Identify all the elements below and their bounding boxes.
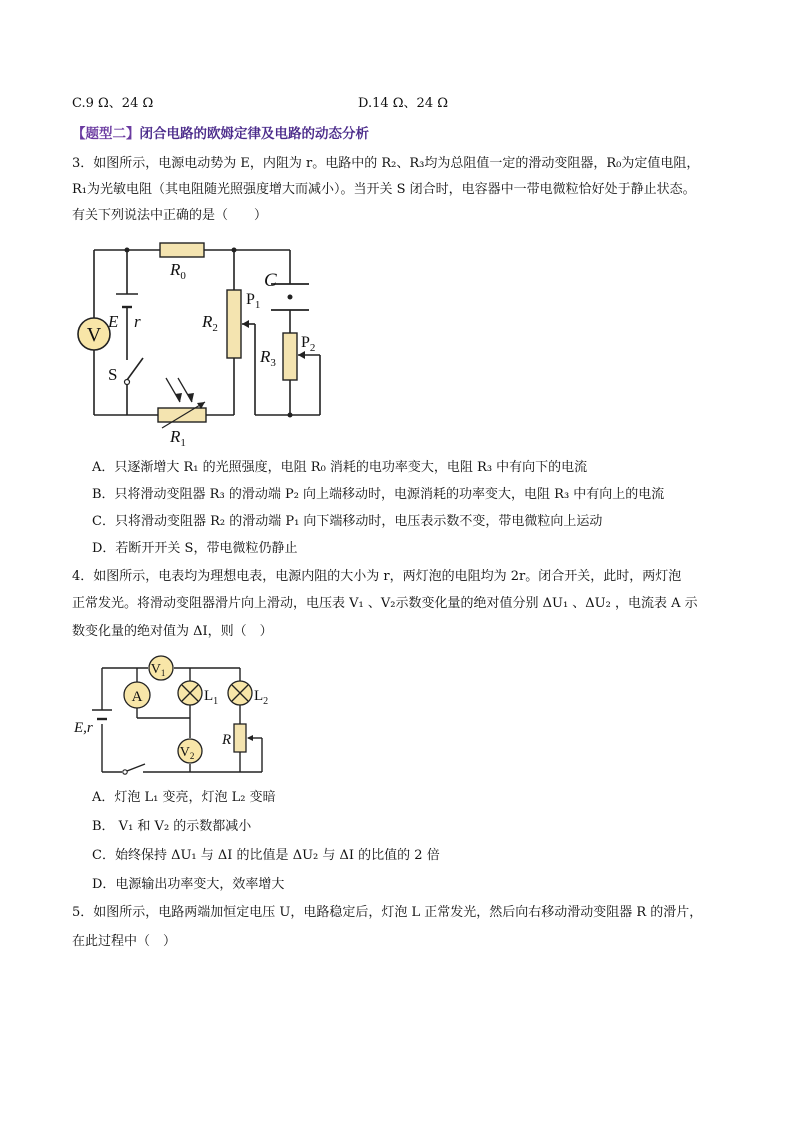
q3-stem-line2: R₁为光敏电阻（其电阻随光照强度增大而减小）。当开关 S 闭合时，电容器中一带电微粒恰好处于静止状态。 [72,182,696,197]
q3-circuit-diagram [70,238,340,448]
q3-option-a[interactable]: A．只逐渐增大 R₁ 的光照强度，电阻 R₀ 消耗的电功率变大，电阻 R₃ 中有向下的电流 [92,460,588,475]
label-switch: S [108,365,118,384]
label-l2: $L_2$ [254,688,269,707]
q4-stem-line1: 4．如图所示，电表均为理想电表，电源内阻的大小为 r，两灯泡的电阻均为 2r。闭合开关，此时，两灯泡 [72,569,682,584]
q5-stem-line2: 在此过程中（ ） [72,934,177,949]
section-tag: 【题型二】 [72,126,140,142]
label-r: R [222,732,232,748]
rheostat-r [234,724,246,752]
label-ammeter: A [131,689,143,705]
q4-stem-line3: 数变化量的绝对值为 ΔI，则（ ） [72,624,273,639]
label-l1: $L_1$ [204,688,219,707]
option-d-prev: D.14 Ω、24 Ω [358,96,448,111]
label-er: E,r [74,720,93,736]
switch-contact [125,380,130,385]
label-p1: $P_1$ [246,291,261,311]
q4-circuit-diagram [70,652,280,780]
q4-option-d[interactable]: D．电源输出功率变大，效率增大 [92,877,285,892]
q4-stem-line2: 正常发光。将滑动变阻器滑片向上滑动，电压表 V₁ 、V₂示数变化量的绝对值分别 ΔU₁ 、ΔU₂ ，电流表 A 示 [72,596,698,611]
q3-stem-line1: 3．如图所示，电源电动势为 E，内阻为 r。电路中的 R₂、R₃均为总阻值一定的滑动变阻器，R₀为定值电阻， [72,156,700,171]
label-internal-r: r [134,312,141,331]
junction-dot [232,248,237,253]
label-v1: $V_1$ [150,662,166,678]
section-title: 闭合电路的欧姆定律及电路的动态分析 [139,126,369,142]
switch-blade [127,764,145,771]
resistor-r1 [158,408,206,422]
q4-option-a[interactable]: A．灯泡 L₁ 变亮，灯泡 L₂ 变暗 [92,790,276,805]
label-emf: E [108,312,119,331]
charged-particle [288,295,293,300]
q3-option-d[interactable]: D．若断开开关 S，带电微粒仍静止 [92,541,298,556]
switch-contact [123,770,127,774]
q4-option-c[interactable]: C．始终保持 ΔU₁ 与 ΔI 的比值是 ΔU₂ 与 ΔI 的比值的 2 倍 [92,848,440,863]
q3-stem-line3: 有关下列说法中正确的是（ ） [72,208,268,223]
label-capacitor: C [264,270,277,291]
resistor-r0 [160,243,204,257]
label-v2: $V_2$ [179,745,195,761]
q5-stem-line1: 5．如图所示，电路两端加恒定电压 U，电路稳定后，灯泡 L 正常发光，然后向右移动滑动变阻器 R 的滑片， [72,905,703,920]
label-r2: $R_2$ [202,312,218,334]
label-r3: $R_3$ [260,347,276,369]
q4-option-b[interactable]: B． V₁ 和 V₂ 的示数都减小 [92,819,252,834]
label-p2: $P_2$ [301,334,316,354]
resistor-r3 [283,333,297,380]
junction-dot [125,248,130,253]
q3-option-b[interactable]: B．只将滑动变阻器 R₃ 的滑动端 P₂ 向上端移动时，电源消耗的功率变大，电阻 R₃ 中有向上的电流 [92,487,665,502]
junction-dot [288,413,293,418]
section-heading [72,122,369,142]
q3-option-c[interactable]: C．只将滑动变阻器 R₂ 的滑动端 P₁ 向下端移动时，电压表示数不变，带电微粒向上运动 [92,514,603,529]
option-c-prev: C.9 Ω、24 Ω [72,96,154,111]
voltmeter-label: V [86,324,102,346]
label-r0: $R_0$ [170,260,186,282]
label-r1: $R_1$ [170,427,186,448]
resistor-r2 [227,290,241,358]
